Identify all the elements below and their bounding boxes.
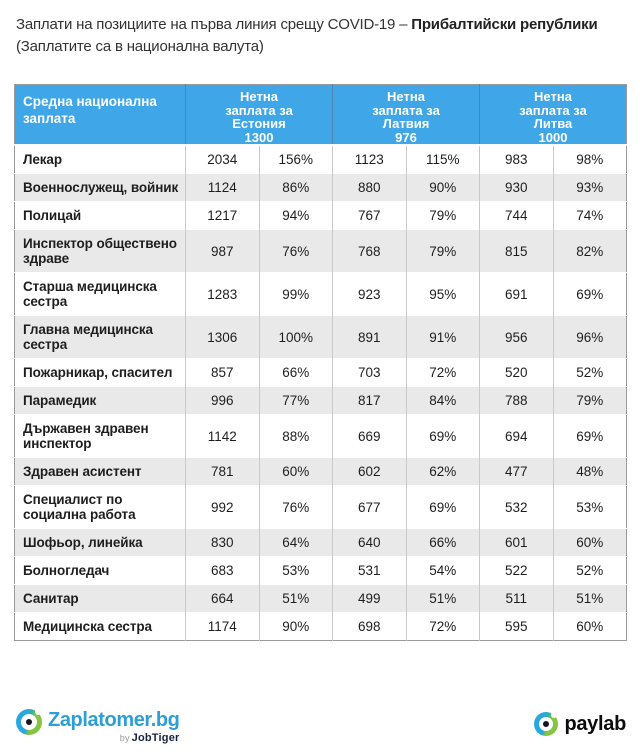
salary-percent: 66% [406,529,480,557]
job-label: Държавен здравен инспектор [15,415,186,458]
salary-value: 677 [333,486,407,529]
salary-value: 767 [333,202,407,230]
header-net-label: Нетна [240,89,278,104]
salary-percent: 52% [553,557,627,585]
salary-value: 983 [480,145,554,174]
salary-percent: 90% [406,174,480,202]
salary-value: 703 [333,359,407,387]
header-net-label: Нетна [534,89,572,104]
salary-table-header [15,85,627,146]
salary-percent: 53% [553,486,627,529]
salary-percent: 96% [553,316,627,359]
job-label: Парамедик [15,387,186,415]
salary-value: 815 [480,230,554,273]
page-title-prefix: Заплати на позициите на първа линия срещу COVID-19 – [16,16,412,33]
salary-percent: 93% [553,174,627,202]
table-row [15,557,627,585]
job-label: Санитар [15,585,186,613]
salary-value: 857 [186,359,260,387]
table-row [15,486,627,529]
salary-value: 1306 [186,316,260,359]
table-row [15,585,627,613]
page-title-region: Прибалтийски републики [411,16,598,33]
salary-percent: 66% [259,359,333,387]
zaplatomer-byline [48,732,180,744]
salary-percent: 79% [553,387,627,415]
salary-value: 992 [186,486,260,529]
table-row [15,316,627,359]
salary-value: 781 [186,458,260,486]
salary-value: 669 [333,415,407,458]
header-net-label: заплата за [225,102,293,118]
salary-value: 499 [333,585,407,613]
header-country-name: Латвия [382,116,430,131]
header-estonia [186,85,333,146]
salary-percent: 48% [553,458,627,486]
salary-value: 602 [333,458,407,486]
salary-percent: 76% [259,230,333,273]
salary-percent: 79% [406,230,480,273]
salary-percent: 79% [406,202,480,230]
header-country-average: 1000 [538,129,568,145]
header-lithuania [480,85,627,146]
salary-value: 788 [480,387,554,415]
salary-value: 1283 [186,273,260,316]
salary-value: 817 [333,387,407,415]
salary-percent: 98% [553,145,627,174]
salary-value: 891 [333,316,407,359]
salary-percent: 69% [553,415,627,458]
salary-percent: 51% [553,585,627,613]
salary-percent: 52% [553,359,627,387]
job-label: Полицай [15,202,186,230]
zaplatomer-logo-icon [16,709,42,735]
byline-company: JobTiger [131,732,180,744]
paylab-logo-text: paylab [564,712,626,735]
page-title [16,14,597,36]
job-label: Главна медицинска сестра [15,316,186,359]
header-net-label: Нетна [387,89,425,104]
salary-percent: 115% [406,145,480,174]
table-row [15,273,627,316]
salary-value: 1174 [186,613,260,641]
salary-value: 511 [480,585,554,613]
salary-value: 880 [333,174,407,202]
salary-percent: 99% [259,273,333,316]
salary-percent: 60% [553,529,627,557]
salary-percent: 69% [553,273,627,316]
salary-percent: 69% [406,486,480,529]
salary-value: 768 [333,230,407,273]
header-country-name: Естония [232,116,286,131]
salary-value: 923 [333,273,407,316]
job-label: Специалист по социална работа [15,486,186,529]
paylab-logo-icon [534,712,558,736]
salary-percent: 51% [259,585,333,613]
salary-percent: 60% [259,458,333,486]
table-row [15,145,627,174]
header-average-national-salary: Средна национална заплата [15,85,186,146]
salary-value: 520 [480,359,554,387]
header-country-average: 1300 [244,129,274,145]
byline-by: by [119,733,130,743]
salary-value: 1217 [186,202,260,230]
salary-percent: 94% [259,202,333,230]
salary-value: 1123 [333,145,407,174]
salary-value: 664 [186,585,260,613]
salary-percent: 54% [406,557,480,585]
salary-value: 1142 [186,415,260,458]
header-net-label: заплата за [372,102,440,118]
salary-percent: 77% [259,387,333,415]
header-latvia [333,85,480,146]
salary-percent: 95% [406,273,480,316]
salary-percent: 74% [553,202,627,230]
job-label: Старша медицинска сестра [15,273,186,316]
salary-value: 930 [480,174,554,202]
table-row [15,613,627,641]
table-row [15,387,627,415]
salary-percent: 100% [259,316,333,359]
salary-percent: 64% [259,529,333,557]
table-row [15,230,627,273]
salary-percent: 91% [406,316,480,359]
job-label: Шофьор, линейка [15,529,186,557]
zaplatomer-logo[interactable] [16,709,180,744]
salary-table-body [15,145,627,641]
table-row [15,202,627,230]
salary-value: 601 [480,529,554,557]
salary-value: 2034 [186,145,260,174]
job-label: Медицинска сестра [15,613,186,641]
table-row [15,529,627,557]
salary-value: 640 [333,529,407,557]
salary-percent: 53% [259,557,333,585]
job-label: Военнослужещ, войник [15,174,186,202]
salary-value: 531 [333,557,407,585]
page-subtitle: (Заплатите са в национална валута) [16,38,264,55]
salary-value: 956 [480,316,554,359]
table-row [15,415,627,458]
job-label: Болногледач [15,557,186,585]
salary-value: 694 [480,415,554,458]
salary-percent: 156% [259,145,333,174]
salary-percent: 51% [406,585,480,613]
salary-percent: 86% [259,174,333,202]
job-label: Пожарникар, спасител [15,359,186,387]
salary-value: 987 [186,230,260,273]
salary-percent: 84% [406,387,480,415]
table-row [15,174,627,202]
salary-value: 683 [186,557,260,585]
salary-percent: 90% [259,613,333,641]
salary-value: 595 [480,613,554,641]
salary-percent: 60% [553,613,627,641]
heading [16,14,597,58]
paylab-logo[interactable] [534,712,626,736]
salary-value: 1124 [186,174,260,202]
job-label: Лекар [15,145,186,174]
salary-value: 996 [186,387,260,415]
header-country-name: Литва [533,116,573,131]
salary-value: 698 [333,613,407,641]
salary-percent: 62% [406,458,480,486]
header-country-average: 976 [395,129,417,145]
salary-percent: 82% [553,230,627,273]
salary-value: 532 [480,486,554,529]
header-net-label: заплата за [519,102,587,118]
job-label: Здравен асистент [15,458,186,486]
salary-table [14,84,627,641]
zaplatomer-logo-text: Zaplatomer.bg [48,709,180,731]
table-row [15,359,627,387]
salary-percent: 72% [406,359,480,387]
salary-value: 830 [186,529,260,557]
salary-value: 477 [480,458,554,486]
salary-value: 522 [480,557,554,585]
salary-value: 744 [480,202,554,230]
job-label: Инспектор обществено здраве [15,230,186,273]
salary-percent: 76% [259,486,333,529]
salary-percent: 72% [406,613,480,641]
salary-percent: 88% [259,415,333,458]
salary-percent: 69% [406,415,480,458]
salary-value: 691 [480,273,554,316]
table-row [15,458,627,486]
